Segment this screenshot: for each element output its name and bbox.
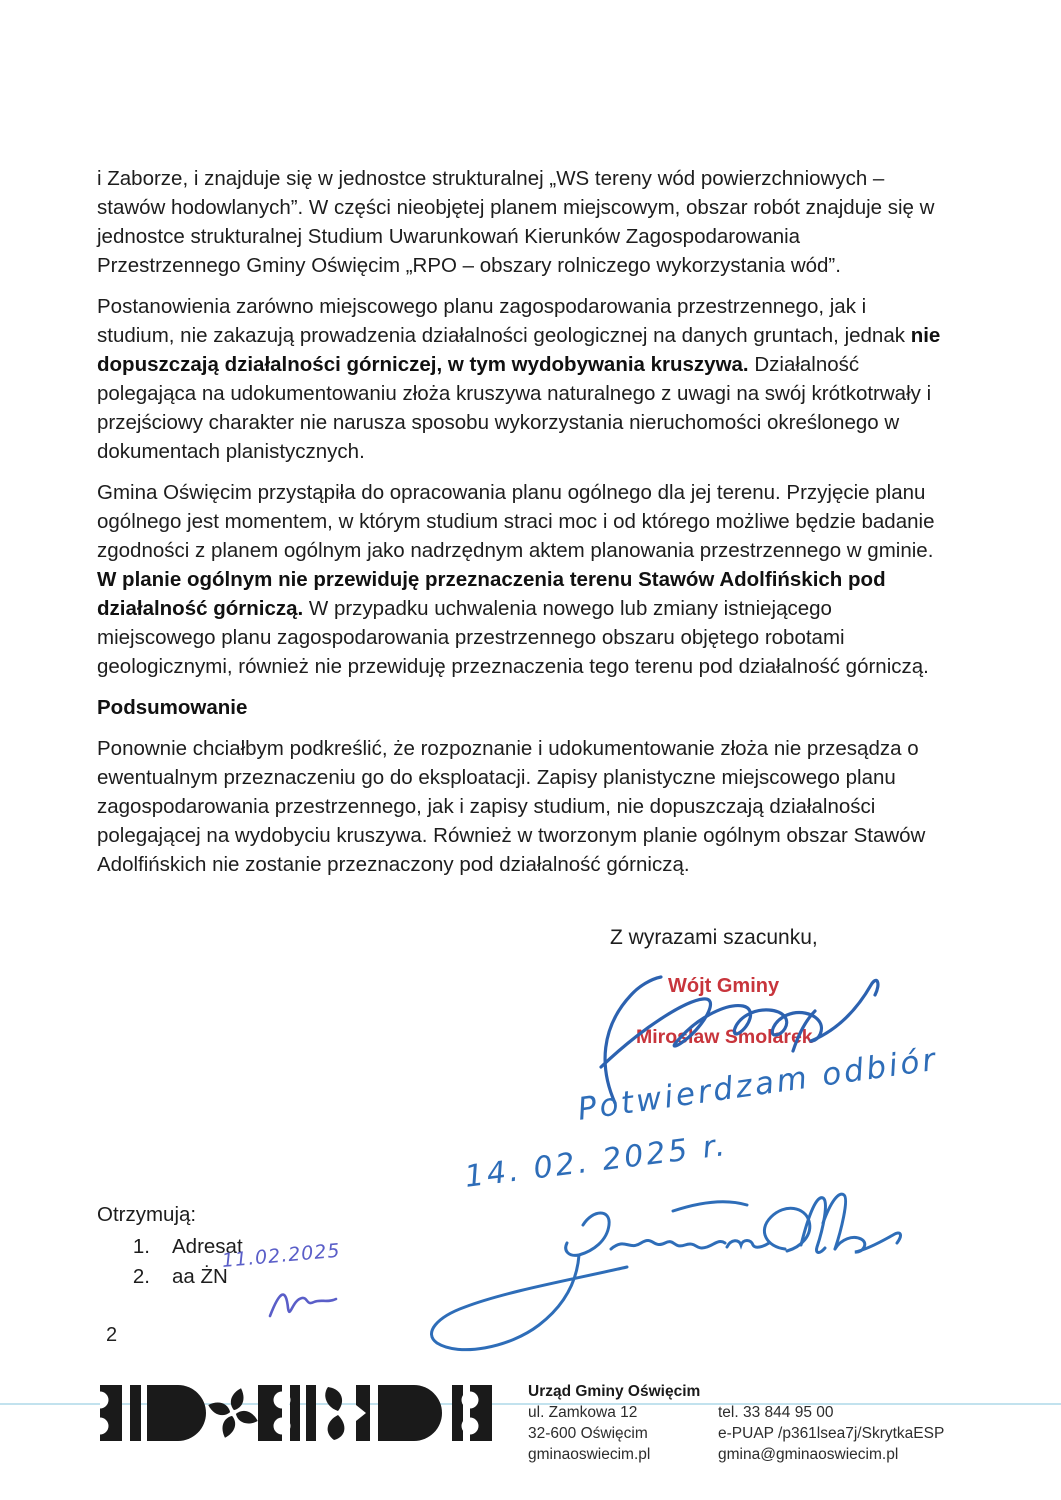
- recipients-block: [97, 1200, 243, 1292]
- handwritten-confirmation: Potwierdzam odbiór: [575, 1041, 941, 1128]
- stamp-title: Wójt Gminy: [668, 975, 780, 997]
- footer-email[interactable]: gmina@gminaoswiecim.pl: [718, 1446, 899, 1463]
- handwritten-receipt-date: 11.02.2025: [221, 1239, 342, 1272]
- handwritten-confirmation-date: 14. 02. 2025 r.: [462, 1127, 730, 1195]
- footer-street: ul. Zamkowa 12: [528, 1404, 638, 1421]
- body-paragraph: i Zaborze, i znajduje się w jednostce strukturalnej „WS tereny wód powierzchniowych – stawów hodowlanych”. W części nieobjętej planem miejscowym, obszar robót znajduje się w jednostce strukturalnej Studium Uwarunkowań Kierunków Zagospodarowania Przestrzennego Gminy Oświęcim „RPO – obszary rolniczego wykorzystania wód”.: [97, 167, 935, 277]
- body-paragraph: Ponownie chciałbym podkreślić, że rozpoznanie i udokumentowanie złoża nie przesądza o ewentualnym przeznaczeniu go do eksploatacji. Zapisy planistyczne miejscowego planu zagospodarowania przestrzennego, jak i zapisy studium, nie dopuszczają działalności polegającej na wydobyciu kruszywa. Również w tworzonym planie ogólnym obszar Stawów Adolfińskich nie zostanie przeznaczony pod działalność górniczą.: [97, 737, 926, 876]
- closing-salutation: Z wyrazami szacunku,: [610, 926, 818, 949]
- initials-scribble: [262, 1278, 342, 1323]
- footer-phone: tel. 33 844 95 00: [718, 1404, 834, 1421]
- page-number: 2: [106, 1324, 118, 1346]
- recipients-label: Otrzymują:: [97, 1203, 197, 1226]
- footer-address-column: [528, 1381, 700, 1465]
- recipient-item: 2. aa ŻN: [132, 1265, 228, 1288]
- stamp-name: Mirosław Smolarek: [636, 1026, 813, 1048]
- body-paragraph: Gmina Oświęcim przystąpiła do opracowania planu ogólnego dla jej terenu. Przyjęcie planu ogólnego jest momentem, w którym studium straci moc i od którego możliwe będzie badanie zgodności z planem ogólnym jako nadrzędnym aktem planowania przestrzennego w gminie. W planie ogólnym nie przewiduję przeznaczenia terenu Stawów Adolfińskich pod działalność górniczą. W przypadku uchwalenia nowego lub zmiany istniejącego miejscowego planu zagospodarowania przestrzennego obszaru objętego robotami geologicznymi, również nie przewiduję przeznaczenia tego terenu pod działalność górniczą.: [97, 481, 935, 678]
- footer-website[interactable]: gminaoswiecim.pl: [528, 1446, 651, 1463]
- recipient-item: 1. Adresat: [132, 1235, 243, 1258]
- signature-scribble: [415, 1185, 915, 1360]
- footer-contact-column: [718, 1402, 944, 1465]
- body-paragraph: Postanowienia zarówno miejscowego planu zagospodarowania przestrzennego, jak i studium, nie zakazują prowadzenia działalności geologicznej na danych gruntach, jednak nie dopuszczają działalności górniczej, w tym wydobywania kruszywa. Działalność polegająca na udokumentowaniu złoża kruszywa naturalnego z uwagi na swój krótkotrwały i przejściowy charakter nie narusza sposobu wykorzystania nieruchomości określonego w dokumentach planistycznych.: [97, 295, 941, 463]
- gmina-oswiecim-logo: [100, 1385, 492, 1441]
- footer-city: 32-600 Oświęcim: [528, 1425, 648, 1442]
- letter-body: [97, 164, 942, 891]
- section-heading: Podsumowanie: [97, 696, 248, 719]
- footer-epuap: e-PUAP /p361lsea7j/SkrytkaESP: [718, 1425, 945, 1442]
- footer-org-name: Urząd Gminy Oświęcim: [528, 1383, 701, 1400]
- recipients-list: [97, 1232, 243, 1292]
